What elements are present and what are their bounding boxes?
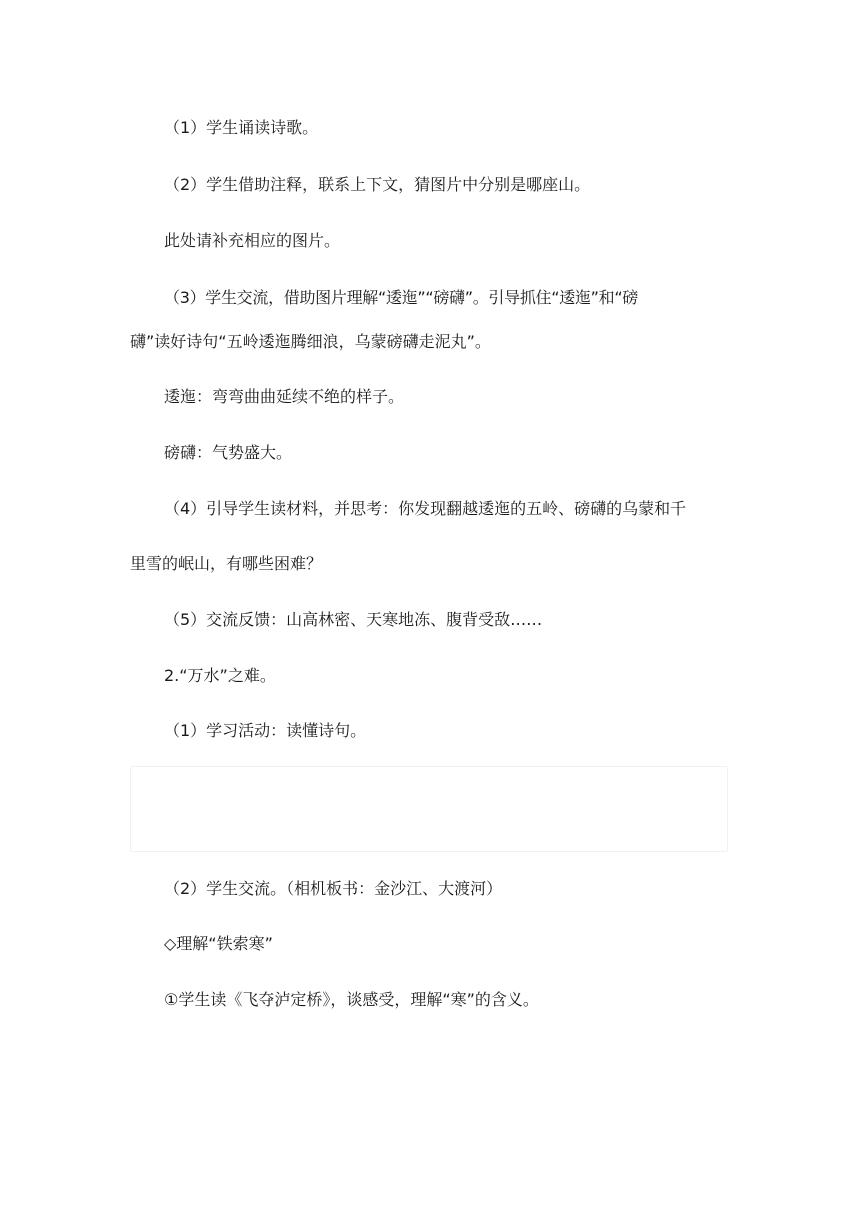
step-1-recite: （1）学生诵读诗歌。	[164, 118, 319, 137]
definition-weiyi: 逶迤：弯弯曲曲延续不绝的样子。	[164, 387, 405, 406]
student-exchange: （2）学生交流。（相机板书：金沙江、大渡河）	[164, 879, 503, 898]
step-4-line-2: 里雪的岷山，有哪些困难？	[130, 554, 323, 573]
step-4-line-1: （4）引导学生读材料，并思考：你发现翻越逶迤的五岭、磅礴的乌蒙和千	[164, 499, 687, 518]
step-5-feedback: （5）交流反馈：山高林密、天寒地冻、腹背受敌……	[164, 610, 543, 629]
step-3-line-2: 礴”读好诗句“五岭逶迤腾细浪，乌蒙磅礴走泥丸”。	[130, 332, 491, 351]
step-3-line-1: （3）学生交流，借助图片理解“逶迤”“磅礴”。引导抓住“逶迤”和“磅	[164, 288, 639, 307]
understand-tiesuohan: ◇理解“铁索寒”	[164, 934, 273, 953]
definition-pangbo: 磅礴：气势盛大。	[164, 443, 293, 462]
section-2-heading: 2.“万水”之难。	[164, 666, 276, 685]
empty-content-box	[130, 766, 728, 852]
image-placeholder-note: 此处请补充相应的图片。	[164, 231, 341, 250]
read-feiduo-ludingqiao: ①学生读《飞夺泸定桥》，谈感受，理解“寒”的含义。	[164, 990, 539, 1009]
step-2-guess-mountain: （2）学生借助注释，联系上下文，猜图片中分别是哪座山。	[164, 175, 591, 194]
activity-read-poem: （1）学习活动：读懂诗句。	[164, 721, 367, 740]
